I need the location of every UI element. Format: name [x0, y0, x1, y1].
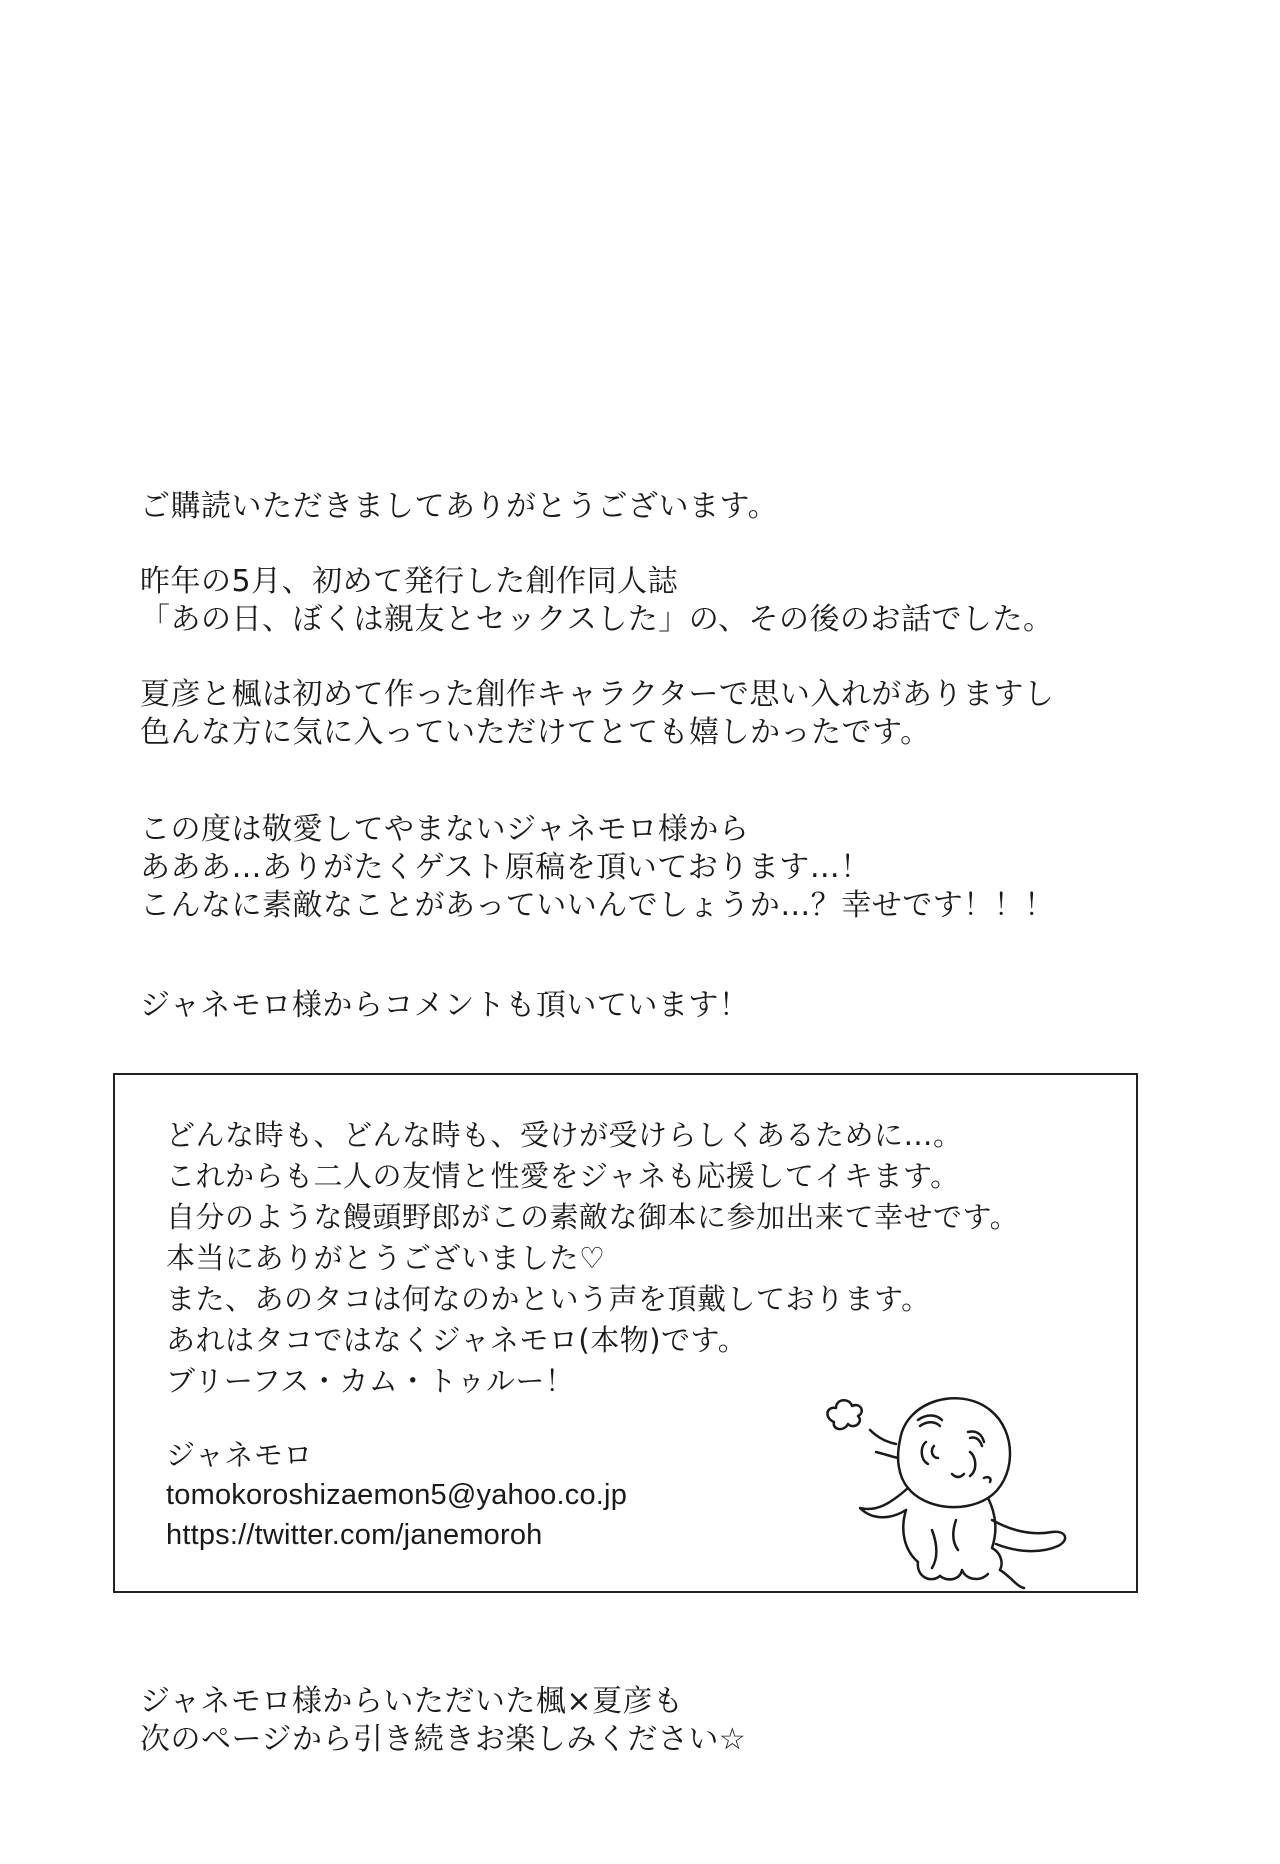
comment-line-4: 本当にありがとうございました♡: [166, 1241, 606, 1275]
comment-line-5: また、あのタコは何なのかという声を頂戴しております。: [166, 1282, 931, 1316]
paragraph-2-line-2: 色んな方に気に入っていただけてとても嬉しかったです。: [140, 715, 931, 750]
comment-intro-text: ジャネモロ様からコメントも頂いています！: [140, 988, 750, 1023]
greeting-text: ご購読いただきましてありがとうございます。: [140, 489, 779, 524]
paragraph-3-line-1: この度は敬愛してやまないジャネモロ様から: [140, 812, 750, 847]
paragraph-3-line-2: あああ…ありがたくゲスト原稿を頂いております…！: [140, 850, 871, 885]
comment-line-2: これからも二人の友情と性愛をジャネも応援してイキます。: [166, 1159, 960, 1193]
comment-line-7: ブリーフス・カム・トゥルー！: [166, 1364, 575, 1398]
octopus-mascot-icon: [820, 1380, 1100, 1590]
paragraph-1-line-1: 昨年の5月、初めて発行した創作同人誌: [140, 564, 679, 599]
paragraph-3-line-3: こんなに素敵なことがあっていいんでしょうか…？幸せです！！！: [140, 888, 1055, 923]
signature-name: ジャネモロ: [166, 1438, 313, 1472]
outro-line-2: 次のページから引き続きお楽しみください☆: [140, 1722, 747, 1757]
comment-line-3: 自分のような饅頭野郎がこの素敵な御本に参加出来て幸せです。: [166, 1200, 1020, 1234]
paragraph-2-line-1: 夏彦と楓は初めて作った創作キャラクターで思い入れがありますし: [140, 677, 1055, 712]
comment-line-1: どんな時も、どんな時も、受けが受けらしくあるために…。: [166, 1118, 963, 1152]
signature-twitter: https://twitter.com/janemoroh: [166, 1519, 543, 1551]
outro-line-1: ジャネモロ様からいただいた楓×夏彦も: [140, 1684, 684, 1719]
signature-email: tomokoroshizaemon5@yahoo.co.jp: [166, 1479, 628, 1511]
paragraph-1-line-2: 「あの日、ぼくは親友とセックスした」の、その後のお話でした。: [140, 602, 1054, 637]
comment-line-6: あれはタコではなくジャネモロ(本物)です。: [166, 1323, 748, 1357]
